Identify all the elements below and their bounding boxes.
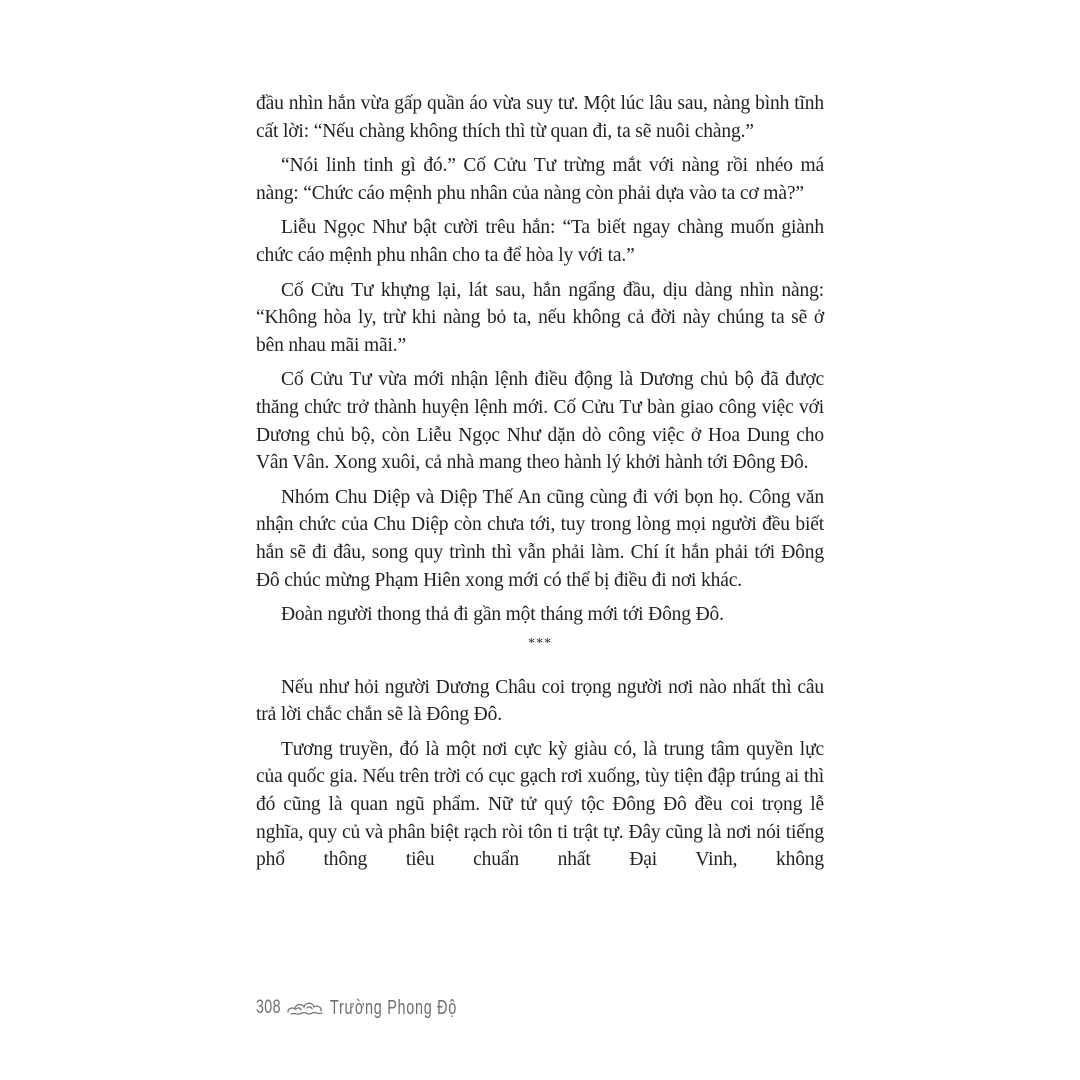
scene-break: *** <box>528 635 552 651</box>
paragraph-7: Đoàn người thong thả đi gần một tháng mới tới Đông Đô. <box>281 604 724 626</box>
book-title: Trường Phong Độ <box>330 996 458 1019</box>
paragraph-2: “Nói linh tinh gì đó.” Cố Cửu Tư trừng mắt với nàng rồi nhéo má nàng: “Chức cáo mệnh phu nhân của nàng còn phải dựa vào ta cơ mà?” <box>256 155 824 204</box>
cloud-icon <box>286 998 324 1018</box>
page-body <box>256 90 824 881</box>
page-footer <box>256 993 506 1023</box>
paragraph-5: Cố Cửu Tư vừa mới nhận lệnh điều động là Dương chủ bộ đã được thăng chức trở thành huyện lệnh mới. Cố Cửu Tư bàn giao công việc với Dương chủ bộ, còn Liễu Ngọc Như dặn dò công việc ở Hoa Dung cho Vân Vân. Xong xuôi, cả nhà mang theo hành lý khởi hành tới Đông Đô. <box>256 369 824 474</box>
page-number: 308 <box>256 997 281 1018</box>
paragraph-3: Liễu Ngọc Như bật cười trêu hắn: “Ta biết ngay chàng muốn giành chức cáo mệnh phu nhân cho ta để hòa ly với ta.” <box>256 217 824 266</box>
paragraph-1: đầu nhìn hắn vừa gấp quần áo vừa suy tư. Một lúc lâu sau, nàng bình tĩnh cất lời: “Nếu chàng không thích thì từ quan đi, ta sẽ nuôi chàng.” <box>256 93 824 142</box>
paragraph-9: Tương truyền, đó là một nơi cực kỳ giàu có, là trung tâm quyền lực của quốc gia. Nếu trên trời có cục gạch rơi xuống, tùy tiện đập trúng ai thì đó cũng là quan ngũ phẩm. Nữ tử quý tộc Đông Đô đều coi trọng lễ nghĩa, quy củ và phân biệt rạch ròi tôn ti trật tự. Đây cũng là nơi nói tiếng phổ thông tiêu chuẩn nhất Đại Vinh, không <box>256 738 824 871</box>
paragraph-8: Nếu như hỏi người Dương Châu coi trọng người nơi nào nhất thì câu trả lời chắc chắn sẽ là Đông Đô. <box>256 676 824 726</box>
paragraph-4: Cố Cửu Tư khựng lại, lát sau, hắn ngẩng đầu, dịu dàng nhìn nàng: “Không hòa ly, trừ khi nàng bỏ ta, nếu không cả đời này chúng ta sẽ ở bên nhau mãi mãi.” <box>256 279 824 356</box>
paragraph-6: Nhóm Chu Diệp và Diệp Thế An cũng cùng đi với bọn họ. Công văn nhận chức của Chu Diệp còn chưa tới, tuy trong lòng mọi người đều biết hắn sẽ đi đâu, song quy trình thì vẫn phải làm. Chí ít hắn phải tới Đông Đô chúc mừng Phạm Hiên xong mới có thể bị điều đi nơi khác. <box>256 486 824 591</box>
